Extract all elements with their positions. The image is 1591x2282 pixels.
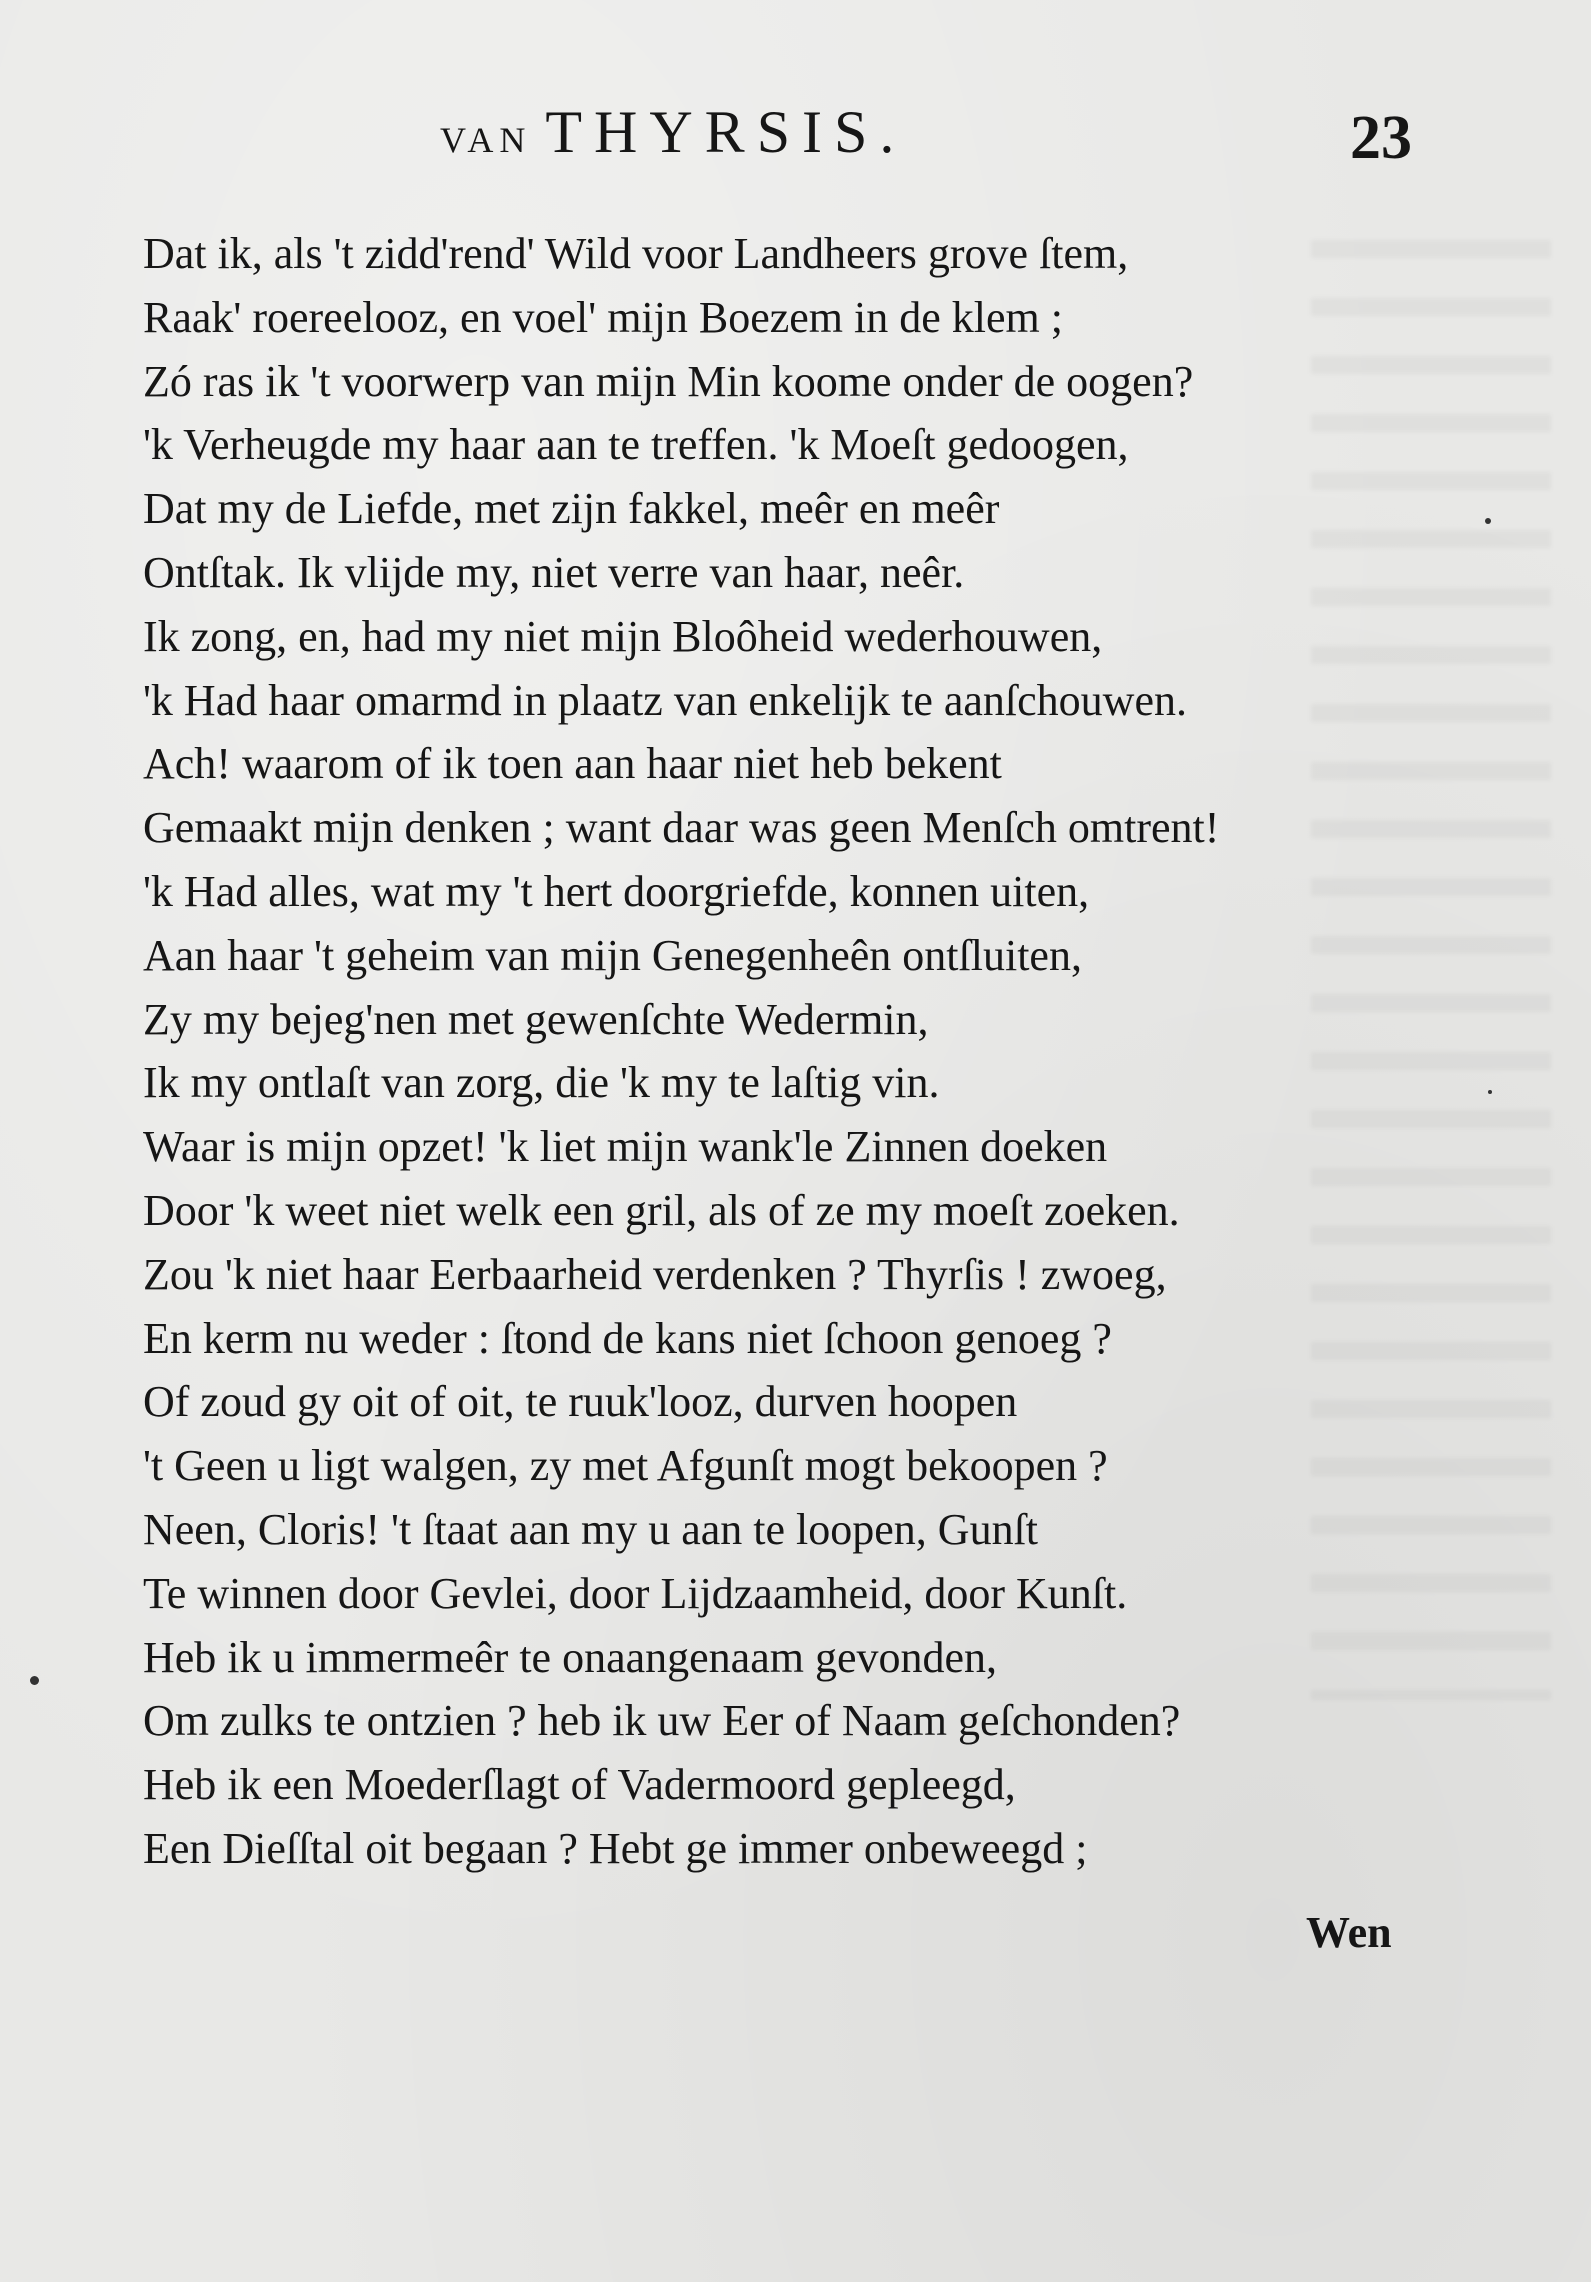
- verse-line: En kerm nu weder : ſtond de kans niet ſchoon genoeg ?: [143, 1313, 1112, 1363]
- verse-line: Door 'k weet niet welk een gril, als of ze my moeſt zoeken.: [143, 1185, 1180, 1235]
- verse-line: Neen, Cloris! 't ſtaat aan my u aan te loopen, Gunſt: [143, 1504, 1039, 1554]
- verse-line: Om zulks te ontzien ? heb ik uw Eer of Naam geſchonden?: [143, 1696, 1181, 1746]
- verse-line: Dat ik, als 't zidd'rend' Wild voor Landheers grove ſtem,: [143, 229, 1129, 278]
- verse-line: Ach! waarom of ik toen aan haar niet heb bekent: [143, 739, 1002, 789]
- verse-line: 't Geen u ligt walgen, zy met Afgunſt mogt bekoopen ?: [143, 1441, 1108, 1491]
- ink-speck: [1485, 518, 1491, 524]
- verse-line: 'k Had alles, wat my 't hert doorgriefde, konnen uiten,: [143, 866, 1090, 916]
- verse-line: Een Dieſſtal oit begaan ? Hebt ge immer onbeweegd ;: [143, 1823, 1088, 1873]
- verse-line: Waar is mijn opzet! 'k liet mijn wank'le Zinnen doeken: [143, 1122, 1108, 1172]
- verse-line: Raak' roereelooz, en voel' mijn Boezem in de klem ;: [143, 292, 1063, 342]
- catchword: Wen: [1306, 1908, 1392, 1957]
- verse-line: Zó ras ik 't voorwerp van mijn Min koome onder de oogen?: [143, 356, 1194, 406]
- page-header: [0, 92, 1591, 172]
- verse-line: Gemaakt mijn denken ; want daar was geen Menſch omtrent!: [143, 803, 1220, 853]
- verse-line: Heb ik u immermeêr te onaangenaam gevonden,: [143, 1632, 998, 1682]
- verse-line: 'k Had haar omarmd in plaatz van enkelijk te aanſchouwen.: [143, 675, 1187, 725]
- running-title-main: THYRSIS.: [545, 99, 907, 165]
- verse-line: Ontſtak. Ik vlijde my, niet verre van haar, neêr.: [143, 547, 965, 597]
- verse-line: Dat my de Liefde, met zijn fakkel, meêr en meêr: [143, 484, 1000, 534]
- verse-line: Te winnen door Gevlei, door Lijdzaamheid, door Kunſt.: [143, 1568, 1128, 1618]
- running-title: [440, 92, 906, 180]
- verse-line: Ik my ontlaſt van zorg, die 'k my te laſtig vin.: [143, 1058, 940, 1108]
- verse-line: Heb ik een Moederſlagt of Vadermoord gepleegd,: [143, 1760, 1016, 1810]
- verse-line: 'k Verheugde my haar aan te treffen. 'k Moeſt gedoogen,: [143, 420, 1129, 470]
- ink-speck: [1488, 1090, 1492, 1094]
- page-number: 23: [1350, 104, 1412, 172]
- verse-block: [143, 222, 1433, 1881]
- running-title-prefix: VAN: [440, 120, 532, 160]
- ink-speck: [30, 1676, 39, 1685]
- verse-line: Aan haar 't geheim van mijn Genegenheên ontſluiten,: [143, 930, 1082, 980]
- verse-line: Of zoud gy oit of oit, te ruuk'looz, durven hoopen: [143, 1377, 1018, 1427]
- verse-line: Zou 'k niet haar Eerbaarheid verdenken ? Thyrſis ! zwoeg,: [143, 1249, 1167, 1299]
- verse-line: Ik zong, en, had my niet mijn Bloôheid wederhouwen,: [143, 611, 1103, 661]
- verse-line: Zy my bejeg'nen met gewenſchte Wedermin,: [143, 994, 929, 1044]
